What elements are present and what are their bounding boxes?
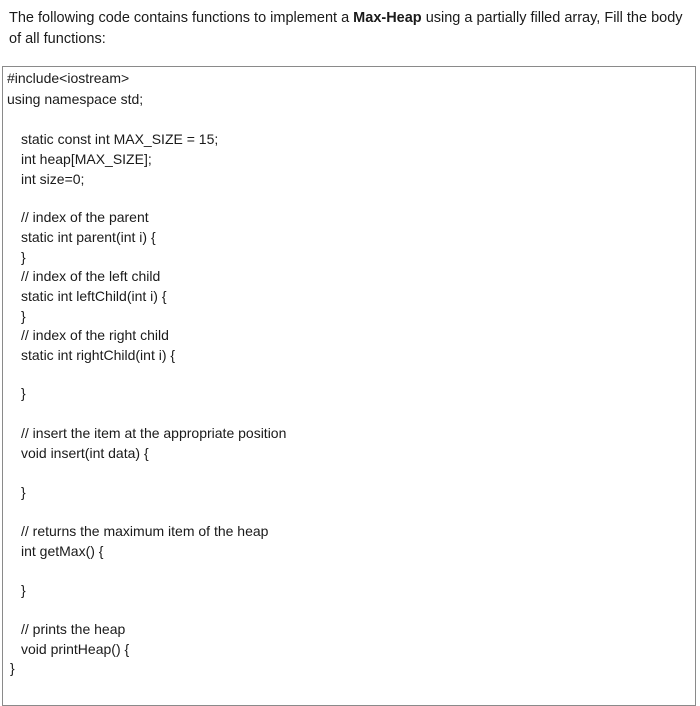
code-parent-comment: // index of the parent [21,209,149,225]
code-max-size-line: static const int MAX_SIZE = 15; [21,131,219,147]
code-insert-comment: // insert the item at the appropriate position [21,425,287,441]
code-left-child-signature: static int leftChild(int i) { [21,288,167,304]
instructions-text-before: The following code contains functions to implement a [9,10,354,26]
code-insert-close: } [21,484,26,500]
code-left-child-close: } [21,308,26,324]
code-right-child-signature: static int rightChild(int i) { [21,347,176,363]
code-parent-close: } [21,249,26,265]
code-getmax-comment: // returns the maximum item of the heap [21,523,269,539]
code-getmax-close: } [21,582,26,598]
code-parent-signature: static int parent(int i) { [21,229,156,245]
code-heap-decl-line: int heap[MAX_SIZE]; [21,151,152,167]
instructions-paragraph [9,8,689,50]
code-printheap-signature: void printHeap() { [21,641,130,657]
instructions-text-after: using a partially filled array, Fill the body of all functions: [9,10,683,47]
code-outer-close: } [10,660,15,676]
code-right-child-close: } [21,385,26,401]
instructions-bold-term: Max-Heap [353,10,422,26]
code-insert-signature: void insert(int data) { [21,445,149,461]
code-getmax-signature: int getMax() { [21,543,104,559]
code-right-child-comment: // index of the right child [21,327,169,343]
code-left-child-comment: // index of the left child [21,268,161,284]
code-printheap-comment: // prints the heap [21,621,126,637]
code-namespace-line: using namespace std; [7,91,144,107]
code-size-decl-line: int size=0; [21,171,85,187]
code-include-line: #include<iostream> [7,70,130,86]
